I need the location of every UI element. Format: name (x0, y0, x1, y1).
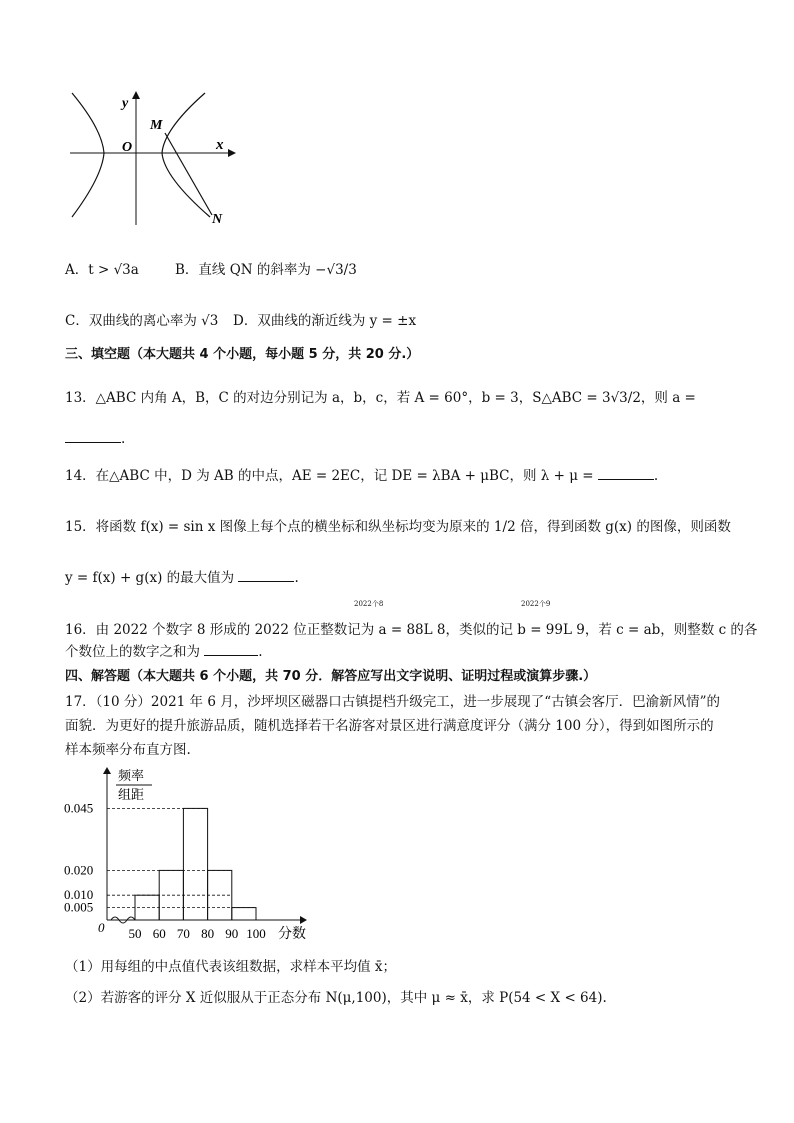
segment-mn (165, 133, 212, 215)
question-text: 个数位上的数字之和为 (65, 644, 200, 660)
question-text: 13．△ABC 内角 A，B，C 的对边分别记为 a，b，c，若 A = 60°，b = 3，S△ABC = 3√3/2，则 a = (65, 390, 696, 406)
histogram-bar (183, 808, 207, 920)
answer-blank-15[interactable] (238, 567, 294, 582)
option-label: A． (65, 262, 89, 278)
x-axis-arrow (228, 149, 236, 157)
question-15-line2: y = f(x) + g(x) 的最大值为 . (65, 566, 299, 586)
y-tick-label: 0.005 (64, 899, 94, 915)
over-label-a: 2022个8 (354, 600, 384, 608)
option-label: D． (233, 313, 258, 329)
answer-blank-14[interactable] (598, 465, 654, 480)
question-text: 16．由 2022 个数字 8 形成的 2022 位正整数记为 a = 88L 8，类似的记 b = 99L 9，若 c = ab，则整数 c 的各 (65, 622, 758, 638)
y-axis-arrow (132, 91, 140, 99)
question-15-line1 (65, 515, 731, 535)
x-axis-label: 分数 (278, 927, 306, 942)
label-x: x (216, 137, 224, 153)
histogram-bar (232, 908, 256, 920)
x-tick-label: 50 (128, 926, 142, 941)
section-heading-fill-in: 三、填空题（本大题共 4 个小题，每小题 5 分，共 20 分.） (65, 347, 420, 362)
frequency-histogram (60, 762, 320, 947)
option-label: B． (175, 262, 199, 278)
question-16-line2: 个数位上的数字之和为 . (65, 640, 263, 660)
ylabel-bottom: 组距 (118, 787, 145, 802)
over-label-b: 2022个9 (521, 600, 551, 608)
y-tick-label: 0.010 (64, 887, 94, 903)
label-m: M (150, 118, 163, 133)
q12-option-b (175, 258, 357, 278)
origin-label: 0 (98, 920, 105, 935)
question-13 (65, 386, 696, 406)
question-17-part2: （2）若游客的评分 X 近似服从于正态分布 N(μ,100)，其中 μ ≈ x̄，求 P(54 < X < 64). (65, 990, 607, 1006)
question-17-line1: 17．（10 分）2021 年 6 月，沙坪坝区磁器口古镇提档升级完工，进一步展现了“古镇会客厅．巴渝新风情”的 (65, 694, 721, 710)
hyperbola-left-branch (72, 93, 104, 217)
y-axis-arrow (103, 767, 111, 774)
y-tick-label: 0.045 (64, 800, 94, 816)
x-axis-arrow (300, 916, 307, 924)
x-tick-label: 60 (152, 926, 166, 941)
label-y: y (122, 96, 129, 111)
q12-option-d (233, 309, 416, 329)
section-heading-solutions: 四、解答题（本大题共 6 个小题，共 70 分．解答应写出文字说明、证明过程或演算步骤.） (65, 669, 597, 684)
hyperbola-figure (60, 85, 240, 230)
x-tick-label: 90 (225, 926, 239, 941)
question-17-line2: 面貌．为更好的提升旅游品质，随机选择若干名游客对景区进行满意度评分（满分 100 分），得到如图所示的 (65, 718, 714, 734)
label-o: O (122, 140, 133, 155)
x-tick-label: 80 (201, 926, 215, 941)
option-text: t > √3a (88, 262, 139, 278)
question-16-line1 (65, 618, 757, 638)
answer-blank-16[interactable] (204, 641, 258, 656)
label-n: N (212, 212, 223, 227)
question-17-part1: （1）用每组的中点值代表该组数据，求样本平均值 x̄； (65, 959, 396, 975)
question-text: 14．在△ABC 中，D 为 AB 的中点，AE = 2EC，记 DE = λBA + μBC，则 λ + μ = (65, 468, 594, 484)
q12-option-a (65, 258, 139, 278)
y-tick-label: 0.020 (64, 862, 94, 878)
option-text: 双曲线的离心率为 √3 (88, 313, 219, 329)
option-text: 直线 QN 的斜率为 −√3/3 (198, 262, 357, 278)
ylabel-top: 频率 (118, 768, 145, 783)
question-17-line3: 样本频率分布直方图. (65, 742, 191, 758)
answer-blank-13[interactable]: . (65, 428, 125, 447)
question-text: 15．将函数 f(x) = sin x 图像上每个点的横坐标和纵坐标均变为原来的 1/2 倍，得到函数 g(x) 的图像，则函数 (65, 519, 731, 535)
x-tick-label: 70 (176, 926, 190, 941)
q12-option-c (65, 309, 218, 329)
question-14: 14．在△ABC 中，D 为 AB 的中点，AE = 2EC，记 DE = λBA + μBC，则 λ + μ = . (65, 464, 658, 484)
option-text: 双曲线的渐近线为 y = ±x (257, 313, 417, 329)
x-tick-label: 100 (246, 926, 266, 941)
question-text: y = f(x) + g(x) 的最大值为 (65, 570, 235, 586)
option-label: C． (65, 313, 89, 329)
